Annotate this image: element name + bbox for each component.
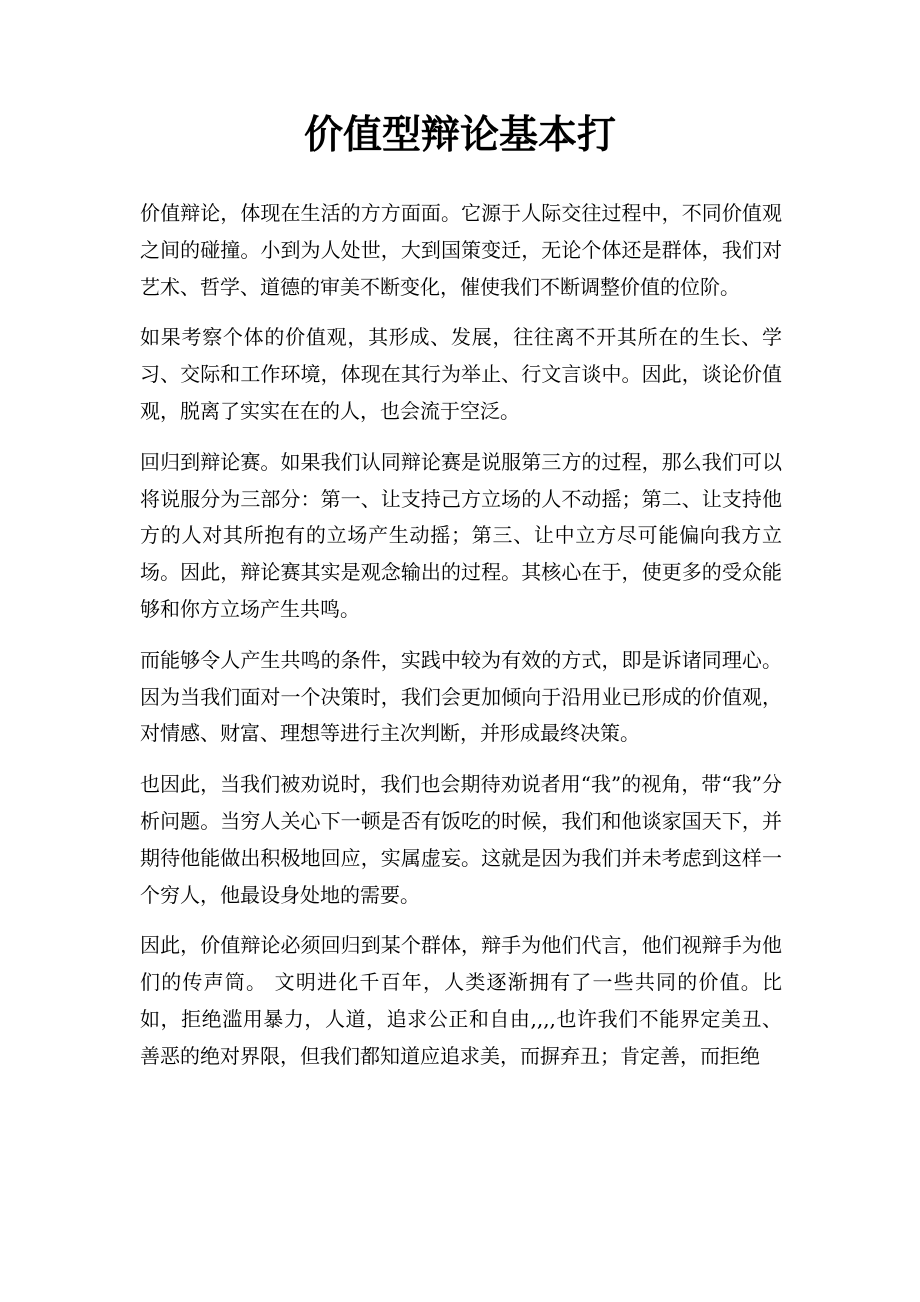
paragraph-5: 也因此，当我们被劝说时，我们也会期待劝说者用“我”的视角，带“我”分析问题。当穷人关心下一顿是否有饭吃的时候，我们和他谈家国天下，并期待他能做出积极地回应，实属虚妄。这就是因为我们并未考虑到这样一个穷人，他最设身处地的需要。 [140, 772, 782, 907]
paragraph-4: 而能够令人产生共鸣的条件，实践中较为有效的方式，即是诉诸同理心。因为当我们面对一个决策时，我们会更加倾向于沿用业已形成的价值观，对情感、财富、理想等进行主次判断，并形成最终决策。 [140, 647, 782, 746]
paragraph-3: 回归到辩论赛。如果我们认同辩论赛是说服第三方的过程，那么我们可以将说服分为三部分：第一、让支持己方立场的人不动摇；第二、让支持他方的人对其所抱有的立场产生动摇；第三、让中立方尽可能偏向我方立场。因此，辩论赛其实是观念输出的过程。其核心在于，使更多的受众能够和你方立场产生共鸣。 [140, 449, 782, 621]
document-title: 价值型辩论基本打 [303, 112, 616, 158]
document-body [140, 195, 782, 1089]
paragraph-6: 因此，价值辩论必须回归到某个群体，辩手为他们代言，他们视辩手为他们的传声筒。 文明进化千百年，人类逐渐拥有了一些共同的价值。比如，拒绝滥用暴力，人道，追求公正和自由,,,,也许我们不能界定美丑、善恶的绝对界限，但我们都知道应追求美，而摒弃丑；肯定善，而拒绝 [140, 933, 782, 1068]
paragraph-1: 价值辩论，体现在生活的方方面面。它源于人际交往过程中，不同价值观之间的碰撞。小到为人处世，大到国策变迁，无论个体还是群体，我们对艺术、哲学、道德的审美不断变化，催使我们不断调整价值的位阶。 [140, 201, 782, 299]
paragraph-2: 如果考察个体的价值观，其形成、发展，往往离不开其所在的生长、学习、交际和工作环境，体现在其行为举止、行文言谈中。因此，谈论价值观，脱离了实实在在的人，也会流于空泛。 [140, 325, 782, 423]
